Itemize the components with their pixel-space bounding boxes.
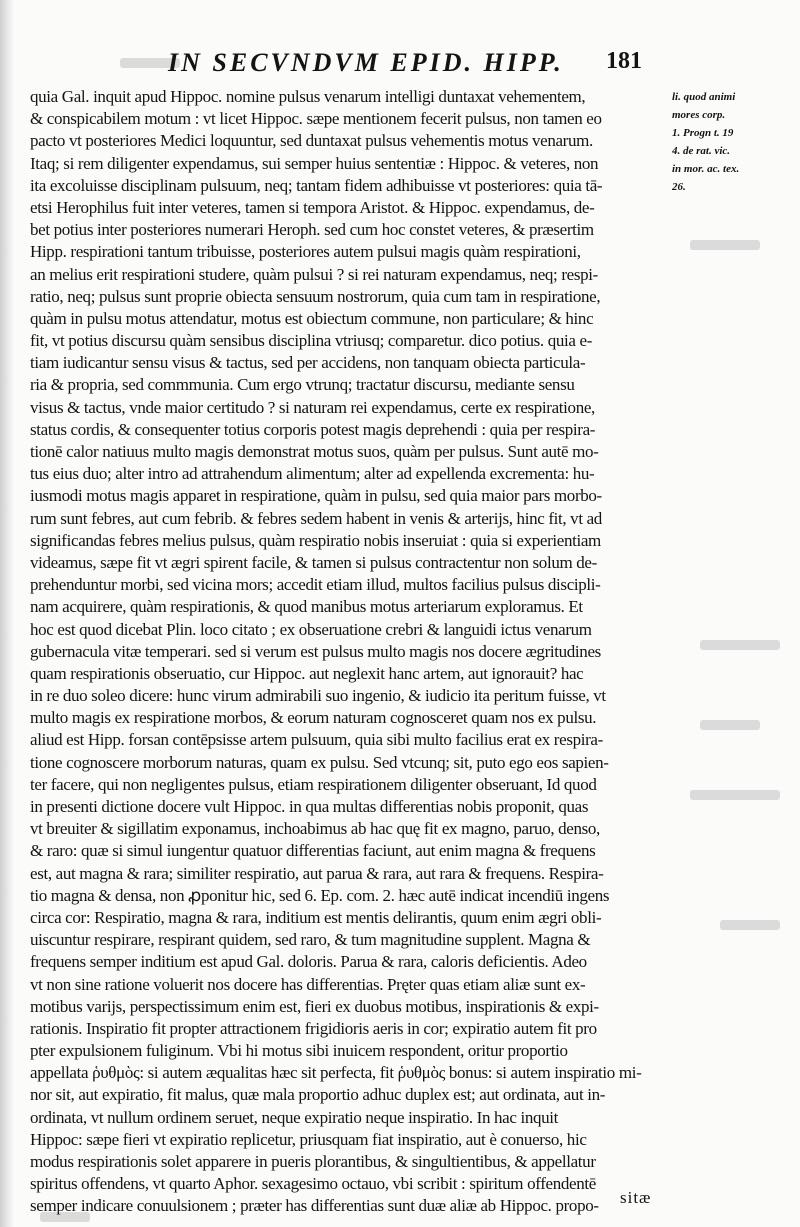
text-line: hoc est quod dicebat Plin. loco citato ; ex obseruatione crebri & languidi ictus venarum	[30, 619, 592, 639]
text-line: Hippoc: sæpe fieri vt expiratio replicetur, priusquam fiat inspiratio, aut è conuerso, hic	[30, 1129, 587, 1149]
text-line: ita excoluisse disciplinam pulsuum, neq; tantam fidem adhibuisse vt posteriores: quia tā-	[30, 175, 603, 195]
text-line: ria & propria, sed commmunia. Cum ergo vtrunq; tractatur discursu, mediante sensu	[30, 375, 575, 395]
margin-notes	[672, 88, 794, 196]
text-line: modus respirationis solet apparere in pueris plorantibus, & singultientibus, & appellatur	[30, 1152, 596, 1171]
text-line: Hipp. respirationi tantum tribuisse, posteriores autem pulsui magis quàm respirationi,	[30, 242, 581, 262]
text-line: & conspicabilem motum : vt licet Hippoc. sæpe mentionem fecerit pulsus, non tamen eo	[30, 109, 602, 129]
text-line: & raro: quæ si simul iungentur quatuor differentias faciunt, aut enim magna & frequens	[30, 841, 596, 861]
bleed-through-mark	[690, 240, 760, 250]
bleed-through-mark	[700, 720, 760, 730]
bleed-through-mark	[690, 790, 780, 800]
text-line: an melius erit respirationi studere, quàm pulsui ? si rei naturam expendamus, neq; respi-	[30, 264, 598, 284]
text-line: prehenduntur morbi, sed vicina mors; accedit etiam illud, multos facilius pulsus discipli-	[30, 575, 601, 595]
text-line: tio magna & densa, non ꝓponitur hic, sed 6. Ep. com. 2. hæc autē indicat incendiū ingens	[30, 885, 610, 905]
text-line: in re duo soleo dicere: hunc virum admirabili suo ingenio, & iudicio ita peritum fuisse, vt	[30, 686, 606, 706]
text-line: significandas febres melius pulsus, quàm respiratio nobis inseruiat : quia si experientiam	[30, 530, 601, 550]
text-line: semper indicare conuulsionem ; præter has differentias sunt duæ aliæ ab Hippoc. propo-	[30, 1196, 599, 1216]
text-line: Itaq; si rem diligenter expendamus, sui semper huius sententiæ : Hippoc. & veteres, non	[30, 153, 599, 173]
margin-note: li. quod animi	[672, 91, 736, 103]
text-line: tus eius duo; alter intro ad attrahendum alimentum; alter ad expellenda excrementa: hu-	[30, 464, 595, 484]
text-line: quàm in pulsu motus attendatur, motus est obiectum commune, non particulare; & hinc	[30, 308, 594, 328]
text-line: bet potius inter posteriores numerari Heroph. sed cum hoc constet veteres, & præsertim	[30, 220, 594, 240]
running-title: IN SECVNDVM EPID. HIPP.	[168, 48, 564, 77]
text-line: etsi Herophilus fuit inter veteres, tamen si tempora Aristot. & Hippoc. expendamus, de-	[30, 197, 595, 217]
text-line: nam acquirere, quàm respirationis, & quod manibus motus arteriarum exploramus. Et	[30, 597, 583, 617]
text-line: ratio, neq; pulsus sunt proprie obiecta sensuum nostrorum, quia cum tam in respiratione,	[30, 286, 601, 306]
text-line: pacto vt posteriores Medici loquuntur, sed duntaxat pulsus vehementis motus venarum.	[30, 131, 593, 151]
text-line: gubernacula vitæ temperari. sed si verum est pulsus multo magis nos docere ægritudines	[30, 641, 601, 661]
text-line: quam respirationis obseruatio, cur Hippoc. aut neglexit hanc artem, aut ignorauit? hac	[30, 663, 584, 683]
text-line: tionē calor natiuus multo magis demonstrat motus suos, quàm per pulsus. Sunt autē mo-	[30, 442, 599, 461]
text-line: circa cor: Respiratio, magna & rara, inditium est mentis delirantis, quum enim ægri obli-	[30, 907, 602, 927]
text-line: status cordis, & consequenter totius corporis potest magis deprehendi : quia per respira-	[30, 419, 596, 439]
text-line: rum sunt febres, aut cum febrib. & febres sedem habent in venis & arterijs, hinc fit, vt ad	[30, 508, 602, 528]
text-line: iusmodi motus magis apparet in respiratione, quàm in pulsu, sed quia maior pars morbo-	[30, 486, 602, 506]
text-line: ordinata, vt nullum ordinem seruet, neque expiratio neque inspiratio. In hac inquit	[30, 1107, 559, 1127]
text-line: pter expulsionem fuliginum. Vbi hi motus sibi inuicem respondent, oritur proportio	[30, 1041, 568, 1061]
text-line: ter facere, qui non negligentes pulsus, etiam respirationem diligenter obseruant, Id quod	[30, 774, 597, 794]
text-line: tione cognoscere morborum naturas, quam ex pulsu. Sed vtcunq; sit, puto ego eos sapien-	[30, 752, 609, 772]
margin-note: 4. de rat. vic.	[672, 145, 731, 157]
text-line: visus & tactus, vnde maior certitudo ? si naturam rei expendamus, certe ex respiratione,	[30, 397, 595, 417]
text-line: appellata ῥυθμὸς: si autem æqualitas hæc sit perfecta, fit ῥυθμὸς bonus: si autem inspiratio mi-	[30, 1063, 642, 1083]
text-line: aliud est Hipp. forsan contēpsisse artem pulsuum, quia sibi multo facilius erat ex respira-	[30, 730, 603, 750]
text-line: fit, vt potius discursu quàm sensibus disciplina vtriusq; comparetur. dico potius. quia e-	[30, 331, 593, 351]
page-number: 181	[606, 48, 642, 74]
text-line: in presenti dictione docere vult Hippoc. in qua multas differentias nobis proponit, quas	[30, 797, 589, 816]
catchword: sitæ	[620, 1188, 652, 1207]
bleed-through-mark	[720, 920, 780, 930]
text-line: motibus varijs, perspectissimum enim est, fieri ex duobus motibus, inspirationis & expi-	[30, 996, 599, 1016]
gutter-shadow	[0, 0, 14, 1227]
margin-note: mores corp.	[672, 109, 726, 121]
body-text	[30, 86, 670, 1218]
text-line: vt breuiter & sigillatim exponamus, inchoabimus ab hac quę fit ex magno, paruo, denso,	[30, 819, 600, 839]
text-line: uiscuntur respirare, respirant quidem, sed raro, & tum magnitudine supplent. Magna &	[30, 930, 591, 950]
running-head	[0, 48, 800, 82]
bleed-through-mark	[700, 640, 780, 650]
text-line: frequens semper inditium est apud Gal. doloris. Parua & rara, caloris deficientis. Adeo	[30, 952, 587, 972]
margin-note: 1. Progn t. 19	[672, 127, 734, 139]
text-line: spiritus offendens, vt quarto Aphor. sexagesimo octauo, vbi scribit : spiritum offendentē	[30, 1174, 596, 1194]
text-line: rationis. Inspiratio fit propter attractionem frigidioris aeris in cor; expiratio autem fit pro	[30, 1018, 597, 1038]
text-line: est, aut magna & rara; similiter respiratio, aut parua & rara, aut rara & frequens. Respira-	[30, 863, 604, 883]
margin-note: 26.	[672, 181, 686, 193]
margin-note: in mor. ac. tex.	[672, 163, 740, 175]
text-line: vt non sine ratione voluerit nos docere has differentias. Pręter quas etiam aliæ sunt ex-	[30, 974, 586, 994]
text-line: videamus, sæpe fit vt ægri spirent facile, & tamen si pulsus contractentur non solum de-	[30, 552, 597, 572]
text-line: nor sit, aut expiratio, fit malus, quæ mala proportio adhuc duplex est; aut ordinata, aut in-	[30, 1085, 606, 1105]
text-line: multo magis ex respiratione morbos, & eorum naturam cognosceret quam nos ex pulsu.	[30, 708, 597, 728]
text-line: tiam iudicantur sensu visus & tactus, sed per accidens, non tanquam obiecta particula-	[30, 353, 586, 373]
text-line: quia Gal. inquit apud Hippoc. nomine pulsus venarum intelligi duntaxat vehementem,	[30, 87, 586, 106]
